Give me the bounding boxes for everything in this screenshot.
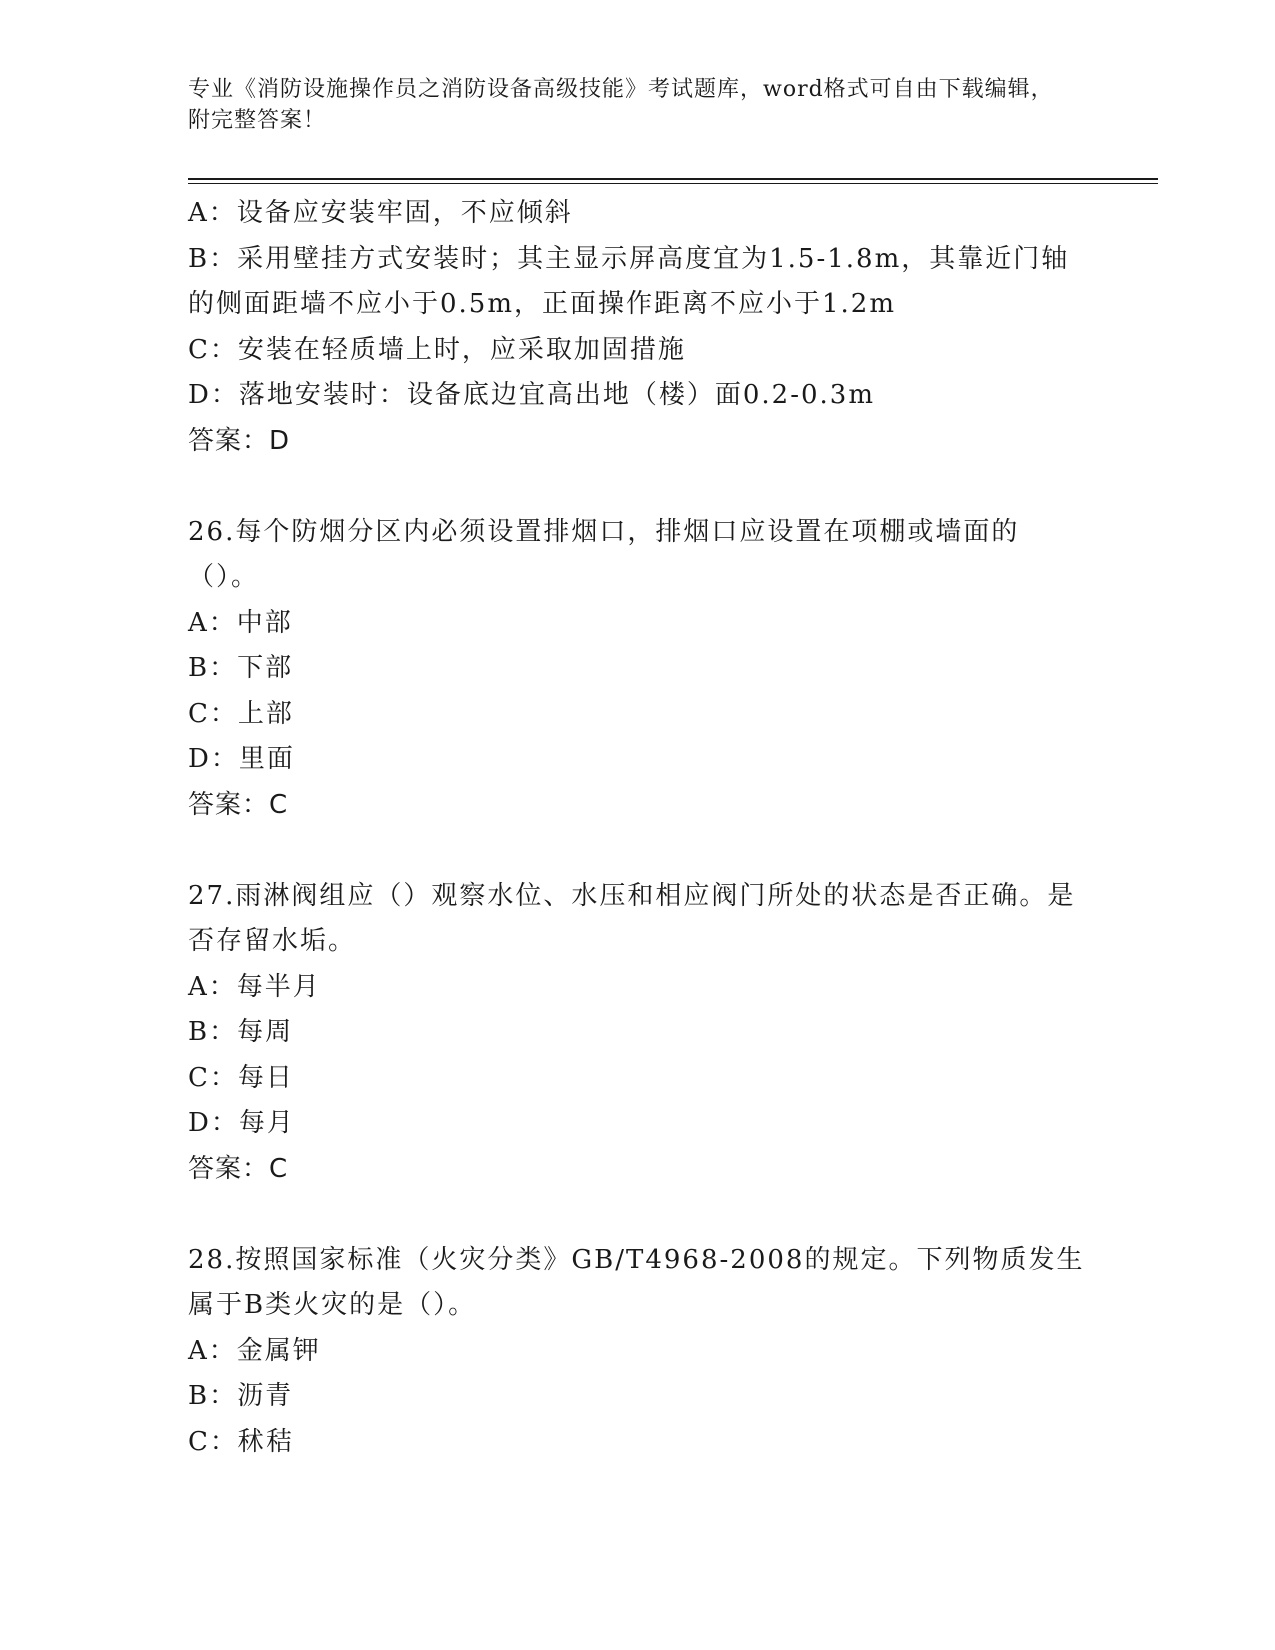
option-c: C：上部 bbox=[188, 698, 294, 729]
question-28-block bbox=[188, 1238, 1088, 1466]
spacer bbox=[188, 1192, 1088, 1238]
option-b: B：下部 bbox=[188, 653, 294, 683]
option-b: B：采用壁挂方式安装时；其主显示屏高度宜为1.5-1.8m，其靠近门轴的侧面距墙不应小于0.5m，正面操作距离不应小于1.2m bbox=[188, 243, 1070, 319]
question-26-block bbox=[188, 510, 1088, 829]
question-text: 28.按照国家标准（火灾分类》GB/T4968-2008的规定。下列物质发生属于B类火灾的是（）。 bbox=[188, 1244, 1085, 1320]
answer-line: 答案：C bbox=[188, 1153, 289, 1184]
option-c: C：秫秸 bbox=[188, 1426, 294, 1457]
option-b: B：每周 bbox=[188, 1017, 294, 1047]
answer-line: 答案：D bbox=[188, 425, 291, 456]
header-divider-thin bbox=[188, 183, 1158, 184]
question-content bbox=[188, 191, 1088, 1465]
question-27-block bbox=[188, 874, 1088, 1193]
spacer bbox=[188, 464, 1088, 510]
header-divider-thick bbox=[188, 178, 1158, 180]
answer-line: 答案：C bbox=[188, 789, 289, 820]
option-a: A：中部 bbox=[188, 607, 293, 638]
option-d: D：落地安装时：设备底边宜高出地（楼）面0.2-0.3m bbox=[188, 380, 875, 410]
question-25-block bbox=[188, 191, 1088, 464]
question-text: 26.每个防烟分区内必须设置排烟口，排烟口应设置在项棚或墙面的（）。 bbox=[188, 516, 1020, 592]
option-a: A：金属钾 bbox=[188, 1335, 321, 1366]
option-d: D：里面 bbox=[188, 744, 295, 774]
option-b: B：沥青 bbox=[188, 1381, 294, 1411]
question-text: 27.雨淋阀组应（）观察水位、水压和相应阀门所处的状态是否正确。是否存留水垢。 bbox=[188, 880, 1076, 956]
option-c: C：安装在轻质墙上时，应采取加固措施 bbox=[188, 334, 686, 365]
option-a: A：设备应安装牢固，不应倾斜 bbox=[188, 198, 573, 228]
option-c: C：每日 bbox=[188, 1062, 294, 1093]
option-d: D：每月 bbox=[188, 1108, 295, 1138]
document-header: 专业《消防设施操作员之消防设备高级技能》考试题库，word格式可自由下载编辑，附完整答案！ bbox=[188, 77, 1054, 133]
spacer bbox=[188, 828, 1088, 874]
option-a: A：每半月 bbox=[188, 971, 321, 1002]
